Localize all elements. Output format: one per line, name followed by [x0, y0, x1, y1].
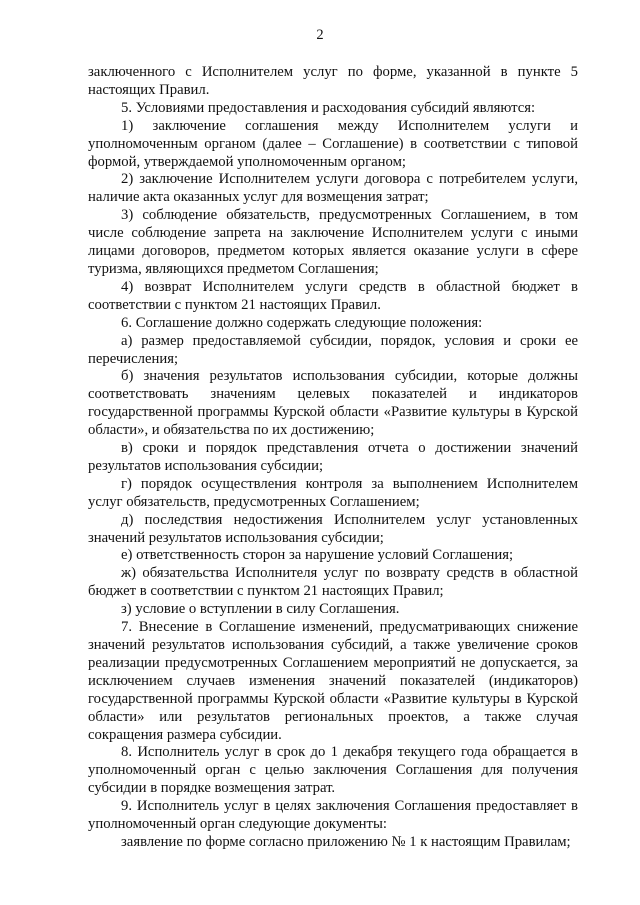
paragraph-provision-z: з) условие о вступлении в силу Соглашения.	[121, 601, 400, 618]
paragraph-clause-6: 6. Соглашение должно содержать следующие положения:	[121, 314, 483, 331]
paragraph-provision-g: г) порядок осуществления контроля за выполнением Исполнителем услуг обязательств, предусмотренных Соглашением;	[88, 475, 578, 510]
paragraph-provision-v: в) сроки и порядок представления отчета о достижении значений результатов использования субсидии;	[88, 440, 578, 474]
paragraph-clause-8: 8. Исполнитель услуг в срок до 1 декабря текущего года обращается в уполномоченный орган с целью заключения Соглашения для получения субсидии в порядке возмещения затрат.	[88, 744, 578, 797]
paragraph-continuation: заключенного с Исполнителем услуг по форме, указанной в пункте 5 настоящих Правил.	[88, 64, 578, 98]
paragraph-clause-5: 5. Условиями предоставления и расходования субсидий являются:	[121, 99, 536, 116]
document-body	[88, 64, 578, 852]
paragraph-provision-e: е) ответственность сторон за нарушение условий Соглашения;	[121, 547, 514, 564]
paragraph-provision-b: б) значения результатов использования субсидии, которые должны соответствовать значениям целевых показателей и индикаторов государственной программы Курской области «Развитие культуры в Курской области», и обязательства по их достижению;	[88, 368, 578, 439]
paragraph-clause-7: 7. Внесение в Соглашение изменений, предусматривающих снижение значений результатов использования субсидий, а также увеличение сроков реализации предусмотренных Соглашением мероприятий не допускается, за исключением случаев изменения значений показателей (индикаторов) государственной программы Курской области «Развитие культуры в Курской области» или результатов региональных проектов, а также случая сокращения размера субсидии.	[88, 619, 578, 743]
paragraph-condition-4: 4) возврат Исполнителем услуги средств в областной бюджет в соответствии с пунктом 21 настоящих Правил.	[88, 278, 578, 313]
paragraph-condition-3: 3) соблюдение обязательств, предусмотренных Соглашением, в том числе соблюдение запрета на заключение Исполнителем услуги с иными лицами договоров, предметом которых является оказание услуги в сфере туризма, являющихся предметом Соглашения;	[88, 207, 578, 277]
paragraph-provision-d: д) последствия недостижения Исполнителем услуг установленных значений результатов использования субсидии;	[88, 511, 578, 546]
paragraph-clause-9: 9. Исполнитель услуг в целях заключения Соглашения предоставляет в уполномоченный орган следующие документы:	[88, 798, 578, 833]
paragraph-condition-2: 2) заключение Исполнителем услуги договора с потребителем услуги, наличие акта оказанных услуг для возмещения затрат;	[88, 171, 578, 206]
paragraph-provision-zh: ж) обязательства Исполнителя услуг по возврату средств в областной бюджет в соответствии с пунктом 21 настоящих Правил;	[88, 565, 578, 600]
page-number: 2	[316, 27, 324, 43]
paragraph-application-form: заявление по форме согласно приложению № 1 к настоящим Правилам;	[121, 833, 571, 850]
paragraph-condition-1: 1) заключение соглашения между Исполнителем услуги и уполномоченным органом (далее – Соглашение) в соответствии с типовой формой, утверждаемой уполномоченным органом;	[88, 117, 578, 170]
paragraph-provision-a: а) размер предоставляемой субсидии, порядок, условия и сроки ее перечисления;	[88, 332, 578, 367]
